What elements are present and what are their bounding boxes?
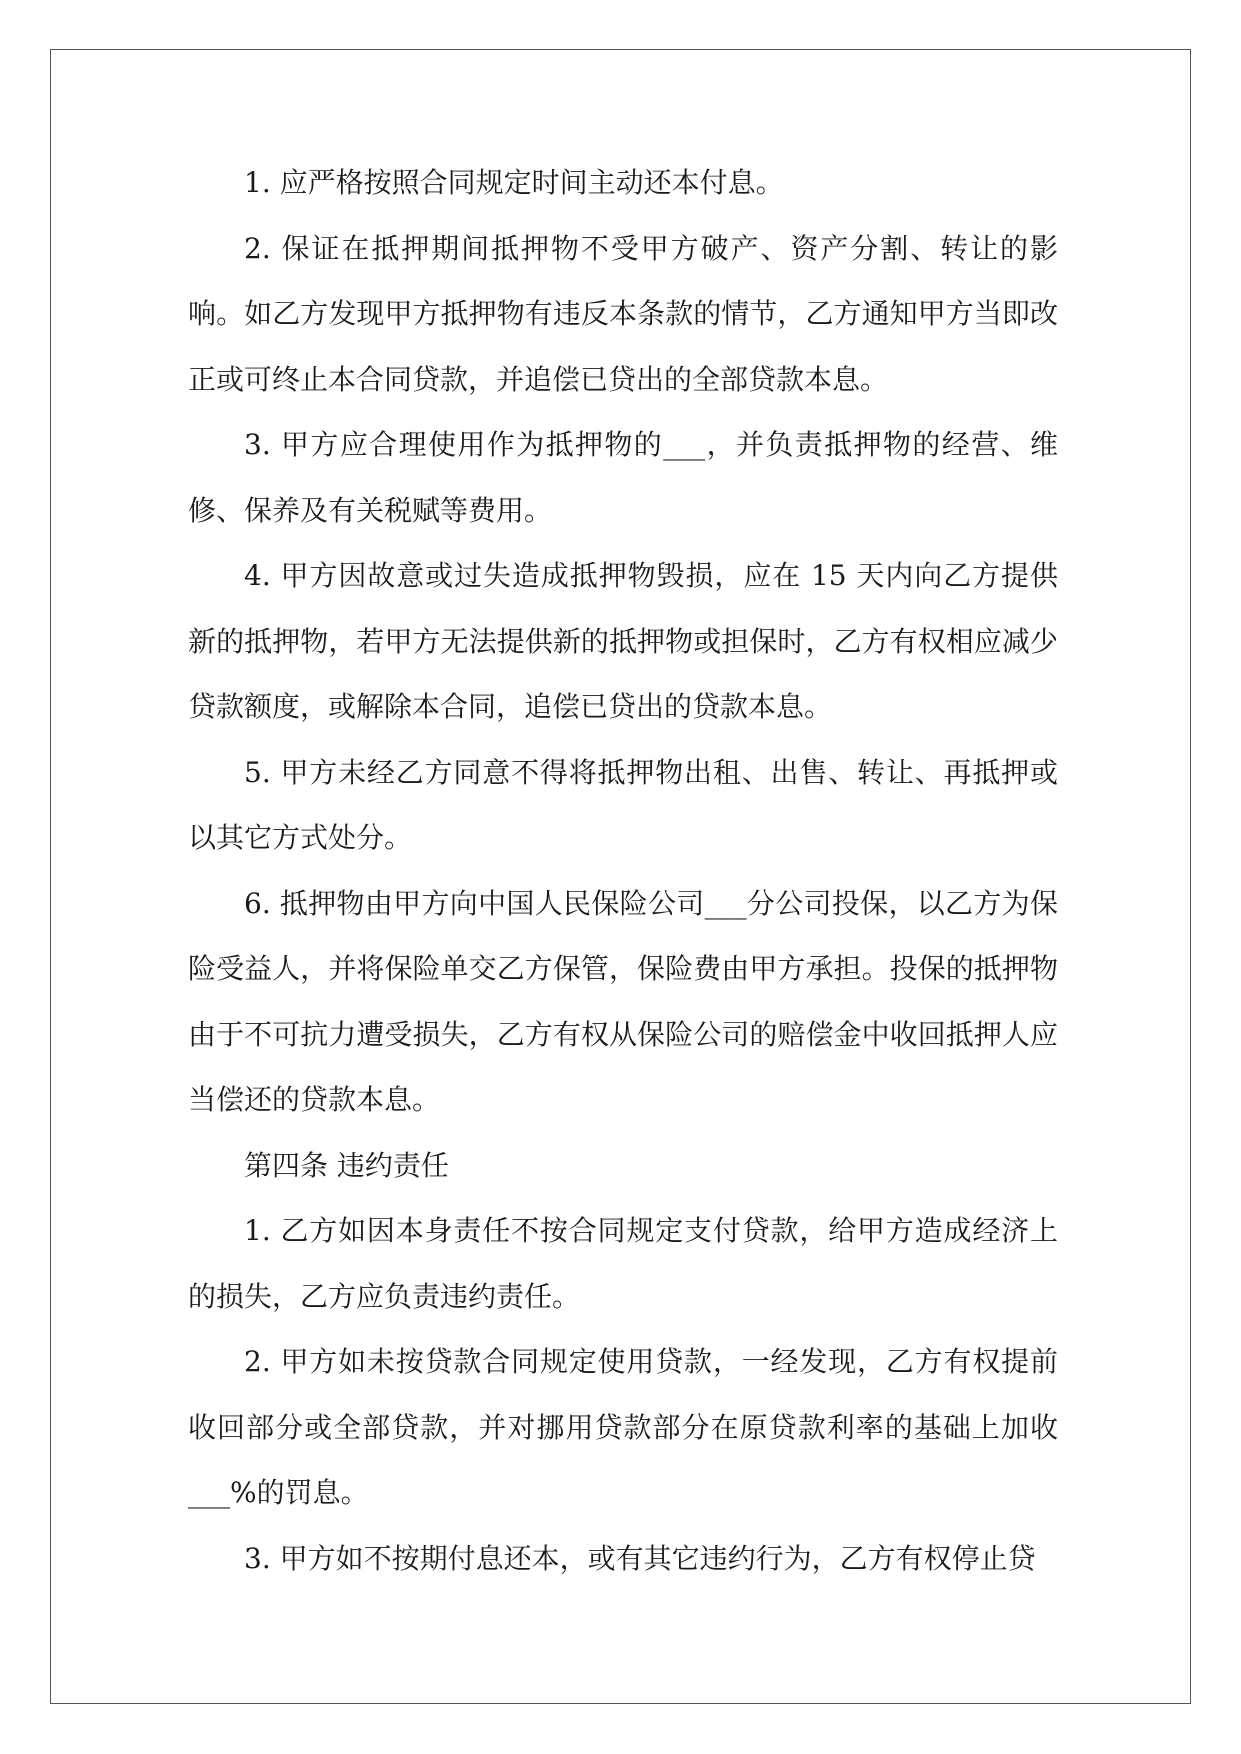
clause-6-insurance: 6. 抵押物由甲方向中国人民保险公司___分公司投保，以乙方为保险受益人，并将保险单交乙方保管，保险费由甲方承担。投保的抵押物由于不可抗力遭受损失，乙方有权从保险公司的赔偿金中收回抵押人应当偿还的贷款本息。 [188,886,1058,1116]
clause-1-repayment: 1. 应严格按照合同规定时间主动还本付息。 [244,166,784,199]
clause-3-collateral-use: 3. 甲方应合理使用作为抵押物的___，并负责抵押物的经营、维修、保养及有关税赋等费用。 [188,428,1058,527]
breach-clause-3: 3. 甲方如不按期付息还本，或有其它违约行为，乙方有权停止贷 [244,1541,1036,1575]
article-4-heading: 第四条 违约责任 [244,1148,449,1182]
clause-5-disposal-restriction: 5. 甲方未经乙方同意不得将抵押物出租、出售、转让、再抵押或以其它方式处分。 [188,755,1058,854]
document-body [188,150,1058,1591]
clause-4-collateral-damage: 4. 甲方因故意或过失造成抵押物毁损，应在 15 天内向乙方提供新的抵押物，若甲方无法提供新的抵押物或担保时，乙方有权相应减少贷款额度，或解除本合同，追偿已贷出的贷款本息。 [188,559,1058,723]
breach-clause-2: 2. 甲方如未按贷款合同规定使用贷款，一经发现，乙方有权提前收回部分或全部贷款，并对挪用贷款部分在原贷款利率的基础上加收___%的罚息。 [188,1345,1058,1509]
clause-2-collateral-protection: 2. 保证在抵押期间抵押物不受甲方破产、资产分割、转让的影响。如乙方发现甲方抵押物有违反本条款的情节，乙方通知甲方当即改正或可终止本合同贷款，并追偿已贷出的全部贷款本息。 [188,231,1058,396]
breach-clause-1: 1. 乙方如因本身责任不按合同规定支付贷款，给甲方造成经济上的损失，乙方应负责违约责任。 [188,1214,1058,1313]
